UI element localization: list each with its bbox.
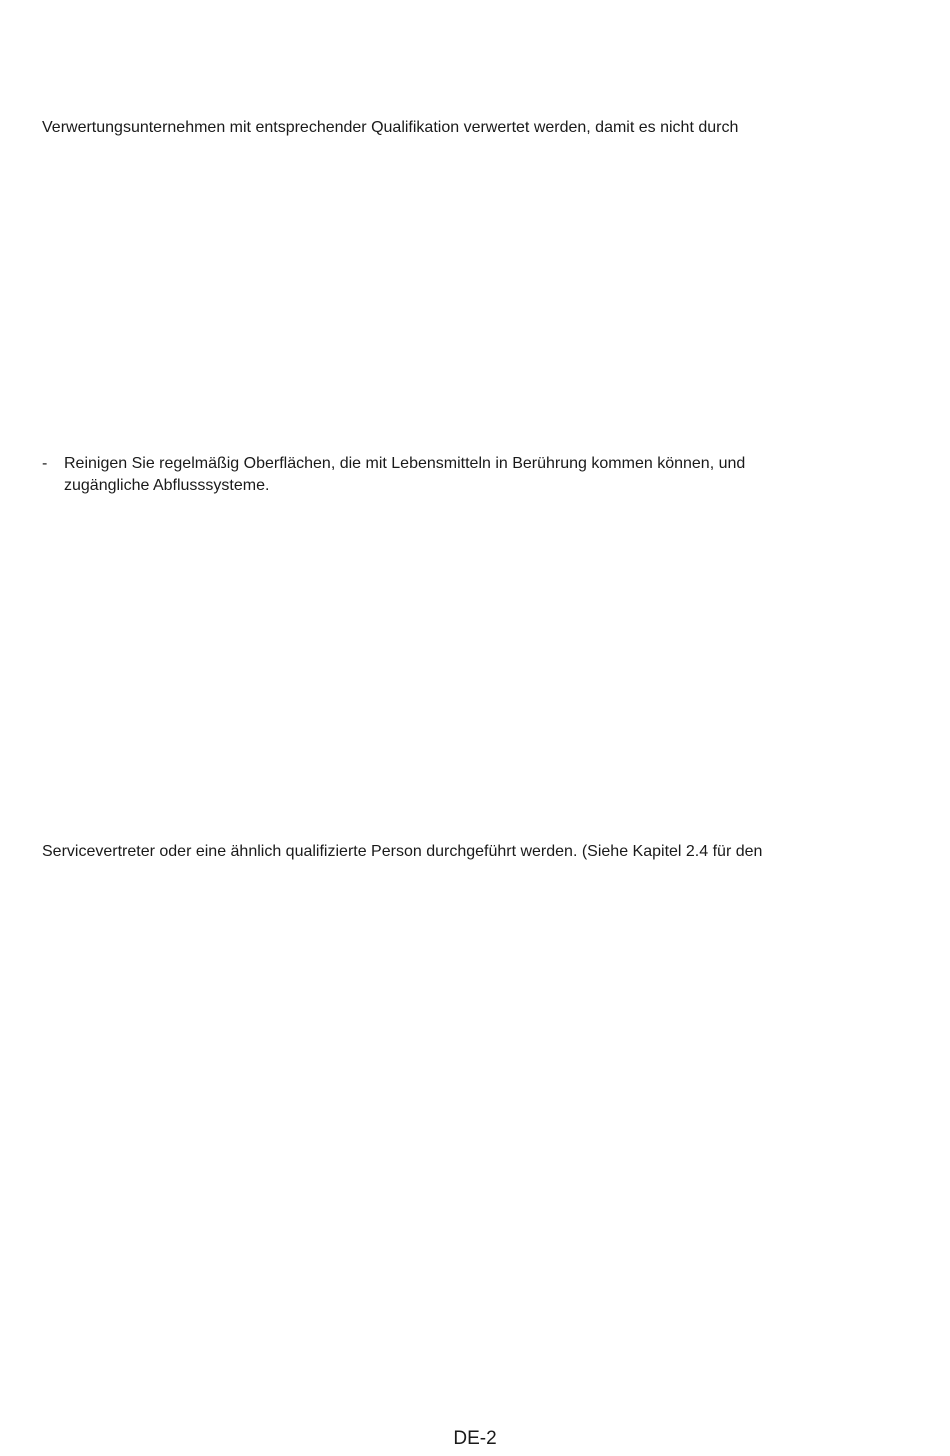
bullet-text-line-2: zugängliche Abflusssysteme.	[64, 477, 270, 494]
paragraph-line-service: Servicevertreter oder eine ähnlich qualifizierte Person durchgeführt werden. (Siehe Kapitel 2.4 für den	[42, 843, 763, 860]
bullet-text-line-1: Reinigen Sie regelmäßig Oberflächen, die mit Lebensmitteln in Berührung kommen können, und	[64, 455, 746, 472]
bullet-text	[64, 453, 864, 497]
paragraph-line-recycling: Verwertungsunternehmen mit entsprechender Qualifikation verwertet werden, damit es nicht durch	[42, 119, 739, 136]
page-number: DE-2	[453, 1428, 497, 1449]
bullet-marker: -	[42, 455, 48, 472]
